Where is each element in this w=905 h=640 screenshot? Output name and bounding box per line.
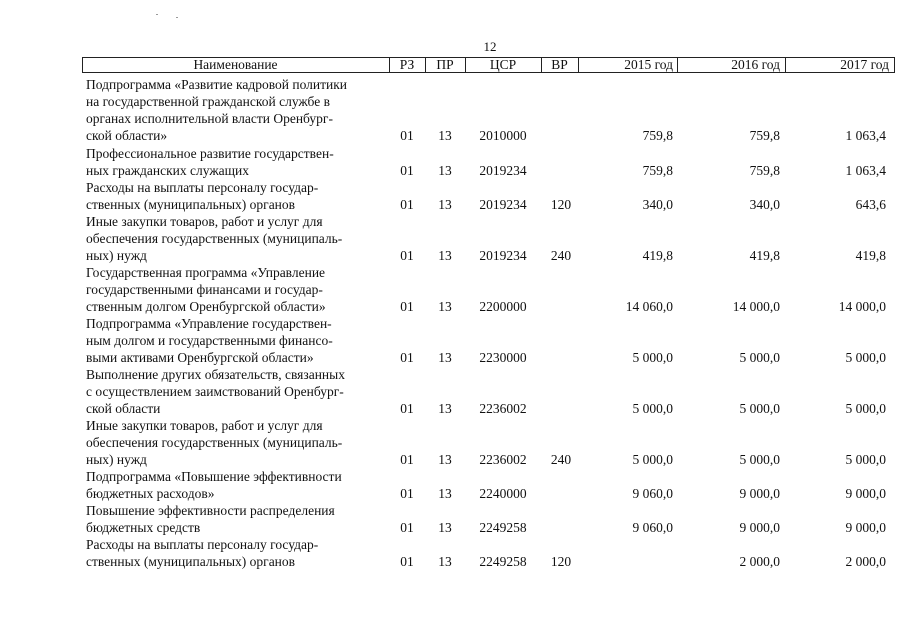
cell-rz: 01	[400, 486, 414, 501]
header-name: Наименование	[193, 57, 278, 72]
cell-rz: 01	[400, 520, 414, 535]
cell-2015: 9 060,0	[632, 486, 673, 501]
row-name-line: Подпрограмма «Повышение эффективности	[86, 469, 342, 484]
cell-vr	[543, 298, 579, 315]
cell-2017: 5 000,0	[845, 452, 886, 467]
cell-rz: 01	[400, 401, 414, 416]
cell-csr: 2200000	[479, 299, 527, 314]
row-name-line: с осуществлением заимствований Оренбург-	[86, 384, 344, 399]
row-name-line: обеспечения государственных (муниципаль-	[86, 435, 343, 450]
cell-rz: 01	[400, 163, 414, 178]
row-name-line: Повышение эффективности распределения	[86, 503, 335, 518]
cell-vr	[543, 162, 579, 179]
cell-csr: 2249258	[479, 554, 527, 569]
row-name-line: ных) нужд	[86, 452, 147, 467]
cell-vr: 120	[550, 197, 572, 212]
header-csr: ЦСР	[489, 57, 517, 72]
cell-2017: 5 000,0	[845, 350, 886, 365]
cell-vr: 240	[550, 452, 572, 467]
cell-rz: 01	[400, 299, 414, 314]
cell-vr	[543, 349, 579, 366]
row-name-line: на государственной гражданской службе в	[86, 94, 330, 109]
cell-pr: 13	[438, 350, 452, 365]
cell-vr	[543, 400, 579, 417]
row-name-line: ственных (муниципальных) органов	[86, 554, 296, 569]
cell-2017: 643,6	[855, 197, 886, 212]
cell-csr: 2230000	[479, 350, 527, 365]
cell-pr: 13	[438, 452, 452, 467]
row-name-line: бюджетных средств	[86, 520, 201, 535]
row-name-line: ных гражданских служащих	[86, 163, 250, 178]
cell-csr: 2010000	[479, 128, 527, 143]
cell-pr: 13	[438, 248, 452, 263]
header-vr: ВР	[551, 57, 568, 72]
row-name-line: выми активами Оренбургской области»	[86, 350, 314, 365]
cell-2015: 14 060,0	[625, 299, 673, 314]
cell-2017: 5 000,0	[845, 401, 886, 416]
row-name-line: Подпрограмма «Управление государствен-	[86, 316, 332, 331]
cell-2017: 1 063,4	[845, 163, 886, 178]
cell-pr: 13	[438, 520, 452, 535]
cell-csr: 2236002	[479, 401, 527, 416]
cell-2017: 9 000,0	[845, 520, 886, 535]
row-name-line: Иные закупки товаров, работ и услуг для	[86, 418, 323, 433]
cell-2015: 340,0	[642, 197, 673, 212]
row-name	[86, 179, 386, 213]
cell-csr: 2019234	[479, 163, 527, 178]
cell-vr	[543, 127, 579, 144]
cell-2016: 9 000,0	[739, 520, 780, 535]
row-name	[86, 366, 386, 417]
row-name-line: Подпрограмма «Развитие кадровой политики	[86, 77, 348, 92]
header-2016: 2016 год	[731, 57, 780, 72]
cell-2016: 5 000,0	[739, 452, 780, 467]
cell-2015	[580, 553, 673, 570]
row-name-line: ным долгом и государственными финансо-	[86, 333, 333, 348]
header-pr: ПР	[436, 57, 454, 72]
cell-2015: 419,8	[642, 248, 673, 263]
row-name-line: государственными финансами и государ-	[86, 282, 323, 297]
cell-2016: 759,8	[749, 128, 780, 143]
row-name-line: бюджетных расходов»	[86, 486, 215, 501]
row-name	[86, 213, 386, 264]
cell-csr: 2240000	[479, 486, 527, 501]
row-name-line: Государственная программа «Управление	[86, 265, 326, 280]
cell-2015: 5 000,0	[632, 452, 673, 467]
cell-2017: 2 000,0	[845, 554, 886, 569]
row-name	[86, 264, 386, 315]
row-name	[86, 468, 386, 502]
row-name-line: Профессиональное развитие государствен-	[86, 146, 334, 161]
cell-rz: 01	[400, 128, 414, 143]
cell-pr: 13	[438, 486, 452, 501]
cell-vr	[543, 485, 579, 502]
row-name-line: ской области»	[86, 128, 168, 143]
row-name	[86, 417, 386, 468]
cell-rz: 01	[400, 452, 414, 467]
row-name-line: Расходы на выплаты персоналу государ-	[86, 537, 319, 552]
cell-2017: 419,8	[855, 248, 886, 263]
row-name	[86, 536, 386, 570]
cell-2016: 2 000,0	[739, 554, 780, 569]
row-name-line: ской области	[86, 401, 161, 416]
cell-2016: 419,8	[749, 248, 780, 263]
cell-2016: 14 000,0	[732, 299, 780, 314]
cell-rz: 01	[400, 248, 414, 263]
scan-speck	[156, 14, 158, 15]
cell-csr: 2236002	[479, 452, 527, 467]
cell-2015: 759,8	[642, 128, 673, 143]
cell-vr	[543, 519, 579, 536]
cell-2015: 759,8	[642, 163, 673, 178]
cell-pr: 13	[438, 401, 452, 416]
cell-2016: 5 000,0	[739, 401, 780, 416]
cell-pr: 13	[438, 299, 452, 314]
row-name-line: органах исполнительной власти Оренбург-	[86, 111, 333, 126]
header-rz: РЗ	[399, 57, 415, 72]
row-name-line: Выполнение других обязательств, связанных	[86, 367, 345, 382]
header-2017: 2017 год	[840, 57, 889, 72]
cell-csr: 2249258	[479, 520, 527, 535]
cell-vr: 120	[550, 554, 572, 569]
column-divider	[894, 57, 895, 73]
cell-rz: 01	[400, 197, 414, 212]
cell-2015: 5 000,0	[632, 401, 673, 416]
cell-rz: 01	[400, 554, 414, 569]
cell-2017: 14 000,0	[838, 299, 886, 314]
row-name-line: обеспечения государственных (муниципаль-	[86, 231, 343, 246]
cell-2016: 759,8	[749, 163, 780, 178]
cell-2016: 5 000,0	[739, 350, 780, 365]
cell-pr: 13	[438, 163, 452, 178]
cell-2016: 340,0	[749, 197, 780, 212]
cell-vr: 240	[550, 248, 572, 263]
row-name-line: Иные закупки товаров, работ и услуг для	[86, 214, 323, 229]
row-name-line: ственным долгом Оренбургской области»	[86, 299, 326, 314]
cell-pr: 13	[438, 197, 452, 212]
row-name	[86, 502, 386, 536]
cell-2017: 9 000,0	[845, 486, 886, 501]
cell-csr: 2019234	[479, 248, 527, 263]
row-name-line: ных) нужд	[86, 248, 147, 263]
row-name	[86, 315, 386, 366]
cell-2015: 5 000,0	[632, 350, 673, 365]
row-name	[86, 76, 386, 144]
page-number: 12	[483, 39, 497, 54]
cell-2017: 1 063,4	[845, 128, 886, 143]
row-name-line: ственных (муниципальных) органов	[86, 197, 296, 212]
row-name-line: Расходы на выплаты персоналу государ-	[86, 180, 319, 195]
cell-csr: 2019234	[479, 197, 527, 212]
cell-pr: 13	[438, 554, 452, 569]
header-2015: 2015 год	[624, 57, 673, 72]
scan-speck	[176, 17, 178, 18]
row-name	[86, 145, 386, 179]
cell-rz: 01	[400, 350, 414, 365]
cell-2015: 9 060,0	[632, 520, 673, 535]
cell-2016: 9 000,0	[739, 486, 780, 501]
cell-pr: 13	[438, 128, 452, 143]
